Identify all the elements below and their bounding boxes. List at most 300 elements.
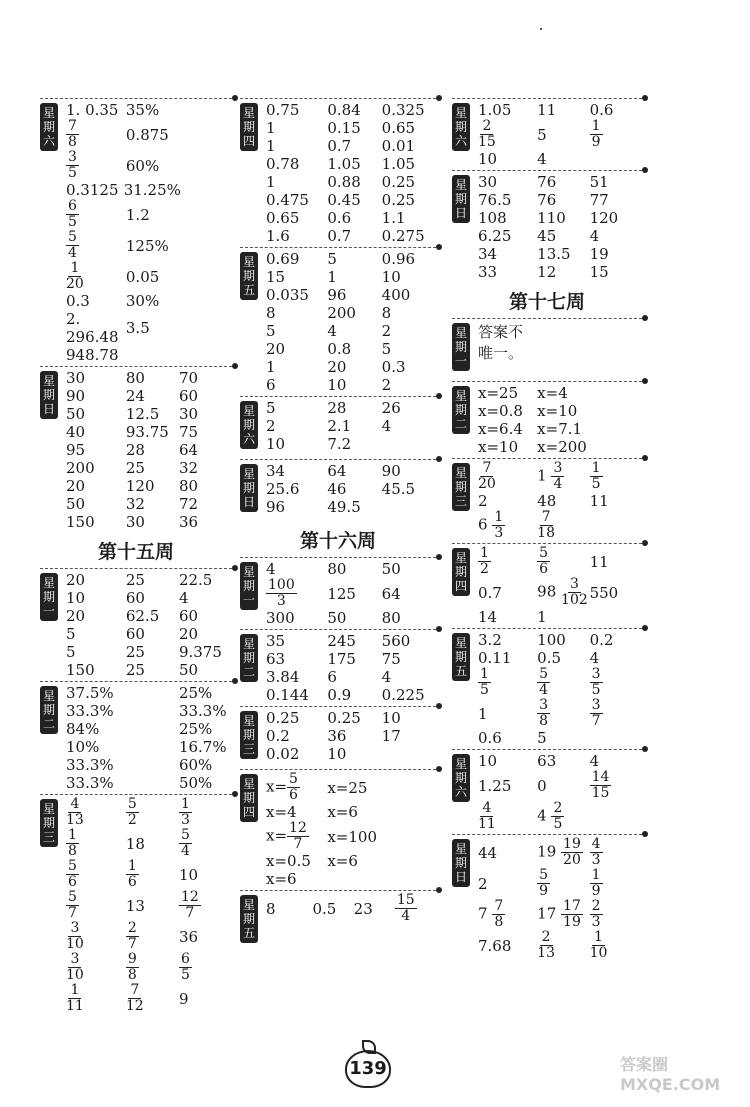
fraction-cell <box>590 119 642 150</box>
answer-cell: 0.6 <box>327 209 352 227</box>
fraction-cell <box>66 119 126 150</box>
fraction <box>66 983 84 1014</box>
answer-cell: 33.3% <box>66 702 114 720</box>
answer-rows <box>478 835 642 961</box>
answer-rows <box>478 629 642 747</box>
fraction <box>478 801 496 832</box>
answer-rows <box>266 248 436 394</box>
answer-cell: 1.6 <box>266 227 290 245</box>
denominator: 10 <box>589 945 608 961</box>
denominator: 12 <box>125 998 144 1014</box>
answer-cell: 20 <box>66 607 86 625</box>
answer-row <box>478 577 642 608</box>
answer-cell: 25 <box>125 459 145 477</box>
answer-row <box>478 402 642 420</box>
answer-row <box>66 405 232 423</box>
fraction-cell <box>478 119 537 150</box>
answer-cell: 550 <box>589 583 619 602</box>
answer-cell: 3.2 <box>478 631 502 649</box>
answer-cell: 36 <box>178 927 199 946</box>
answer-row <box>478 101 642 119</box>
numerator: 7 <box>541 509 551 525</box>
denominator: 6 <box>68 874 77 890</box>
answer-rows <box>66 682 232 792</box>
fraction <box>478 119 496 150</box>
answer-cell: 40 <box>66 423 86 441</box>
answer-cell: 25% <box>178 684 213 702</box>
answer-cell: 300 <box>266 609 295 627</box>
answer-cell: 125 <box>327 584 356 603</box>
fraction <box>561 577 588 608</box>
answer-row <box>266 322 436 340</box>
answer-cell: 5 <box>66 643 76 661</box>
answer-rows <box>266 891 436 924</box>
denominator: 4 <box>539 682 549 698</box>
answer-cell: 33.3% <box>178 702 227 720</box>
answer-row <box>66 441 232 459</box>
answer-row <box>478 227 642 245</box>
numerator: 2 <box>127 920 137 936</box>
fraction <box>126 921 139 952</box>
numerator: 100 <box>268 577 295 593</box>
answer-row <box>266 358 436 376</box>
numerator: 7 <box>68 118 77 134</box>
answer-cell: 7.68 <box>478 936 512 955</box>
denominator: 3 <box>591 914 601 930</box>
fraction <box>478 546 491 577</box>
answer-row <box>478 384 642 402</box>
answer-cell: 60 <box>178 607 199 625</box>
answer-cell: 30 <box>178 405 199 423</box>
fraction-cell <box>179 952 232 983</box>
answer-row <box>266 304 436 322</box>
denominator: 102 <box>561 592 588 608</box>
fraction-cell <box>179 828 232 859</box>
denominator: 20 <box>478 476 496 492</box>
numerator: 5 <box>539 545 549 561</box>
answer-cell: 45 <box>537 227 557 245</box>
answer-cell: 150 <box>66 661 95 679</box>
answer-cell: 200 <box>327 304 356 322</box>
answer-cell: 0.65 <box>381 119 416 137</box>
answer-row <box>266 609 436 627</box>
fraction <box>537 868 550 899</box>
fraction-cell <box>266 578 327 609</box>
answer-cell: 1.1 <box>381 209 406 227</box>
equation-prefix: x= <box>266 777 288 796</box>
fraction <box>537 510 555 541</box>
denominator: 7 <box>68 905 77 921</box>
fraction-cell <box>126 797 179 828</box>
answer-cell: 26 <box>381 399 401 417</box>
left-column <box>40 98 232 1016</box>
fraction <box>561 837 583 868</box>
answer-rows <box>266 558 436 627</box>
answer-cell: 0.25 <box>381 191 416 209</box>
fraction-cell <box>537 667 589 698</box>
answer-cell: 10 <box>381 268 401 286</box>
fraction <box>179 828 192 859</box>
fraction-cell <box>66 952 126 983</box>
numerator: 4 <box>70 796 80 812</box>
answer-cell: 8 <box>266 899 276 918</box>
fraction-cell <box>126 983 179 1014</box>
answer-cell: 2. 296.48 <box>66 310 119 346</box>
answer-cell: 1. 0.35 <box>66 101 119 119</box>
day-label: 星期日 <box>240 464 258 512</box>
whole-part: 98 <box>537 582 562 601</box>
answer-rows <box>266 99 436 245</box>
answer-cell: 3.84 <box>266 668 300 686</box>
answer-cell: 0.225 <box>381 686 425 704</box>
numerator: 1 <box>180 796 190 812</box>
numerator: 6 <box>68 198 77 214</box>
answer-cell: 34 <box>266 462 286 480</box>
answer-cell: x=0.5 <box>266 852 311 870</box>
fraction-cell <box>537 837 589 868</box>
answer-row <box>66 921 232 952</box>
denominator: 11 <box>478 816 496 832</box>
answer-cell: 0.3 <box>381 358 406 376</box>
answer-cell: 245 <box>327 632 356 650</box>
numerator: 5 <box>68 229 77 245</box>
answer-cell: 1 <box>266 358 276 376</box>
answer-cell: 0.9 <box>327 686 352 704</box>
fraction <box>590 899 603 930</box>
answer-cell: 0.05 <box>125 267 160 286</box>
fraction <box>590 868 603 899</box>
answer-row <box>66 230 232 261</box>
answer-cell: 33 <box>478 263 498 281</box>
day-section <box>240 706 436 767</box>
answer-cell: 3.5 <box>125 319 150 337</box>
numerator: 2 <box>482 118 492 134</box>
answer-row <box>66 423 232 441</box>
answer-cell: 5 <box>266 399 276 417</box>
answer-cell: 25% <box>178 720 213 738</box>
answer-row <box>66 181 232 199</box>
answer-row <box>66 310 232 346</box>
denominator: 2 <box>127 812 137 828</box>
answer-row <box>66 720 232 738</box>
answer-row <box>66 387 232 405</box>
answer-cell: 60 <box>178 387 199 405</box>
answer-cell: 13.5 <box>537 245 571 263</box>
numerator: 3 <box>539 697 549 713</box>
day-label: 星期三 <box>452 463 470 511</box>
fraction <box>66 119 79 150</box>
answer-row <box>266 376 436 394</box>
answer-cell: 5 <box>66 625 76 643</box>
answer-cell: 30 <box>478 173 498 191</box>
answer-cell: 答案不唯一。 <box>478 323 524 362</box>
denominator: 8 <box>127 967 137 983</box>
denominator: 4 <box>401 908 411 924</box>
answer-cell: 0.7 <box>478 583 502 602</box>
answer-row <box>66 495 232 513</box>
answer-row <box>478 173 642 191</box>
numerator: 5 <box>180 827 190 843</box>
day-section <box>452 543 642 626</box>
fraction <box>478 667 491 698</box>
answer-cell: 5 <box>537 729 547 747</box>
denominator: 7 <box>185 905 195 921</box>
answer-cell: 25 <box>125 643 145 661</box>
answer-row <box>478 263 642 281</box>
denominator: 5 <box>68 214 77 230</box>
numerator: 7 <box>494 898 504 914</box>
day-section <box>40 568 232 679</box>
answer-cell: 2 <box>478 492 488 510</box>
answer-cell: 108 <box>478 209 507 227</box>
answer-cell: 25 <box>125 571 145 589</box>
answer-cell: 10 <box>266 435 286 453</box>
numerator: 1 <box>591 118 601 134</box>
denominator: 7 <box>591 713 601 729</box>
fraction-cell <box>590 667 642 698</box>
answer-row <box>66 607 232 625</box>
answer-row <box>66 774 232 792</box>
answer-cell: 2 <box>381 376 392 394</box>
fraction <box>66 921 84 952</box>
answer-cell: 0.01 <box>381 137 416 155</box>
fraction <box>561 899 583 930</box>
whole-part: 19 <box>537 842 562 861</box>
answer-cell: 16.7% <box>178 738 227 756</box>
answer-row <box>266 578 436 609</box>
answer-cell: x=200 <box>537 438 587 456</box>
numerator: 5 <box>68 858 77 874</box>
answer-cell: 50 <box>327 609 347 627</box>
denominator: 19 <box>563 914 581 930</box>
answer-cell: 25 <box>125 661 145 679</box>
answer-row <box>66 684 232 702</box>
numerator: 15 <box>396 892 415 908</box>
fraction-cell <box>126 921 179 952</box>
answer-cell: 0.75 <box>266 101 300 119</box>
answer-row <box>478 667 642 698</box>
fraction <box>126 952 139 983</box>
denominator: 8 <box>494 914 504 930</box>
answer-row <box>266 727 436 745</box>
answer-cell: 23 <box>353 899 373 918</box>
answer-row <box>266 870 436 888</box>
numerator: 19 <box>563 836 581 852</box>
answer-row <box>266 155 436 173</box>
day-label: 星期五 <box>240 252 258 300</box>
answer-cell: 120 <box>125 477 155 495</box>
answer-row <box>478 209 642 227</box>
answer-cell: 60% <box>125 156 160 175</box>
answer-cell: 50 <box>66 405 86 423</box>
denominator: 20 <box>563 852 581 868</box>
answer-cell: 8 <box>381 304 392 322</box>
answer-cell: 5 <box>537 125 547 144</box>
answer-cell: 30 <box>66 369 86 387</box>
answer-cell: 10 <box>66 589 86 607</box>
answer-row <box>66 589 232 607</box>
answer-cell: x=0.8 <box>478 402 523 420</box>
week-title: 第十六周 <box>299 530 376 552</box>
fraction-cell <box>266 821 327 852</box>
denominator: 2 <box>480 561 489 577</box>
fraction-cell <box>126 952 179 983</box>
day-label: 星期二 <box>40 686 58 734</box>
answer-cell: 0.7 <box>327 137 352 155</box>
answer-cell: 560 <box>381 632 411 650</box>
day-label: 星期六 <box>40 103 58 151</box>
fraction <box>590 119 603 150</box>
answer-cell: 63 <box>266 650 286 668</box>
answer-cell: 49.5 <box>327 498 361 516</box>
denominator: 20 <box>66 276 84 292</box>
answer-row <box>478 438 642 456</box>
denominator: 8 <box>539 713 549 729</box>
answer-cell: 4 <box>327 322 337 340</box>
watermark <box>620 1055 720 1095</box>
answer-cell: 80 <box>327 560 347 578</box>
answer-cell: 32 <box>125 495 145 513</box>
answer-row <box>66 828 232 859</box>
answer-cell: 46 <box>327 480 347 498</box>
numerator: 2 <box>541 929 551 945</box>
week-title: 第十七周 <box>508 291 585 313</box>
answer-cell: 64 <box>381 584 401 603</box>
answer-cell: 175 <box>327 650 356 668</box>
answer-cell: 84% <box>66 720 100 738</box>
fraction-cell <box>537 899 589 930</box>
answer-cell: 13 <box>125 896 145 915</box>
fraction-cell <box>590 868 642 899</box>
answer-row <box>266 852 436 870</box>
answer-cell: 1.05 <box>478 101 512 119</box>
fraction-cell <box>179 797 232 828</box>
answer-cell: 0.45 <box>327 191 361 209</box>
day-label: 星期日 <box>40 371 58 419</box>
day-section <box>452 749 642 832</box>
answer-cell: 1 <box>266 173 276 191</box>
answer-cell: x=6 <box>327 803 358 821</box>
answer-cell: 0.78 <box>266 155 300 173</box>
answer-cell: 10 <box>478 752 498 770</box>
equation-prefix: x= <box>266 826 288 845</box>
answer-rows <box>66 367 232 531</box>
answer-rows <box>478 382 642 456</box>
fraction-cell <box>66 983 126 1014</box>
answer-row <box>478 752 642 770</box>
answer-cell: 1 <box>327 268 337 286</box>
day-section <box>240 557 436 627</box>
fraction <box>66 859 79 890</box>
numerator: 1 <box>494 509 504 525</box>
day-section <box>240 98 436 245</box>
answer-cell: x=6.4 <box>478 420 523 438</box>
answer-row <box>66 859 232 890</box>
answer-cell: 76 <box>537 191 557 209</box>
answer-cell: x=25 <box>478 384 519 402</box>
answer-cell: 4 <box>589 649 600 667</box>
answer-cell: 44 <box>478 843 498 862</box>
answer-cell: 31.25% <box>123 181 181 199</box>
numerator: 3 <box>68 149 77 165</box>
answer-cell: 90 <box>381 462 401 480</box>
answer-row <box>478 546 642 577</box>
answer-row <box>266 209 436 227</box>
answer-row <box>66 983 232 1014</box>
answer-row <box>66 513 232 531</box>
fraction <box>590 837 603 868</box>
fraction <box>590 770 612 801</box>
answer-cell: 120 <box>589 209 619 227</box>
fraction <box>551 801 564 832</box>
day-label: 星期日 <box>452 839 470 887</box>
fraction <box>590 461 603 492</box>
answer-cell: 100 <box>537 631 566 649</box>
day-section <box>452 458 642 541</box>
answer-cell: x=6 <box>327 852 358 870</box>
day-label: 星期六 <box>240 401 258 449</box>
fraction <box>551 461 564 492</box>
answer-cell: 4 <box>589 227 600 245</box>
answer-cell: x=10 <box>478 438 519 456</box>
day-label: 星期三 <box>40 799 58 847</box>
answer-row <box>266 286 436 304</box>
day-section <box>240 890 436 951</box>
answer-cell: 6.25 <box>478 227 512 245</box>
fraction-cell <box>537 510 589 541</box>
denominator: 5 <box>591 476 601 492</box>
day-section <box>452 628 642 747</box>
answer-cell: 0.25 <box>266 709 300 727</box>
day-label: 星期五 <box>452 633 470 681</box>
day-section <box>452 318 642 379</box>
fraction-cell <box>537 461 589 492</box>
denominator: 8 <box>68 843 77 859</box>
answer-rows <box>478 319 642 363</box>
day-label: 星期一 <box>452 323 470 371</box>
day-label: 星期六 <box>452 754 470 802</box>
answer-row <box>266 772 436 803</box>
denominator: 10 <box>66 936 84 952</box>
numerator: 1 <box>480 545 489 561</box>
answer-cell: 20 <box>66 477 86 495</box>
fraction <box>66 150 79 181</box>
answer-cell: 2 <box>478 874 488 893</box>
answer-row <box>66 459 232 477</box>
answer-row <box>66 661 232 679</box>
answer-cell: 30 <box>125 513 145 531</box>
answer-cell: 1 <box>478 704 488 723</box>
answer-cell: 5 <box>327 250 337 268</box>
fraction-cell <box>478 667 537 698</box>
denominator: 4 <box>180 843 190 859</box>
answer-row <box>66 890 232 921</box>
answer-cell: 50 <box>66 495 86 513</box>
answer-row <box>66 702 232 720</box>
denominator: 3 <box>591 852 601 868</box>
answer-cell: 24 <box>125 387 145 405</box>
answer-rows <box>66 795 232 1014</box>
day-label: 星期一 <box>40 573 58 621</box>
answer-rows <box>266 397 436 453</box>
answer-row <box>266 101 436 119</box>
fraction <box>492 899 505 930</box>
answer-rows <box>66 99 232 364</box>
fraction <box>179 952 192 983</box>
answer-cell: 20 <box>266 340 286 358</box>
answer-cell: 34 <box>478 245 498 263</box>
answer-cell: 2 <box>381 322 392 340</box>
